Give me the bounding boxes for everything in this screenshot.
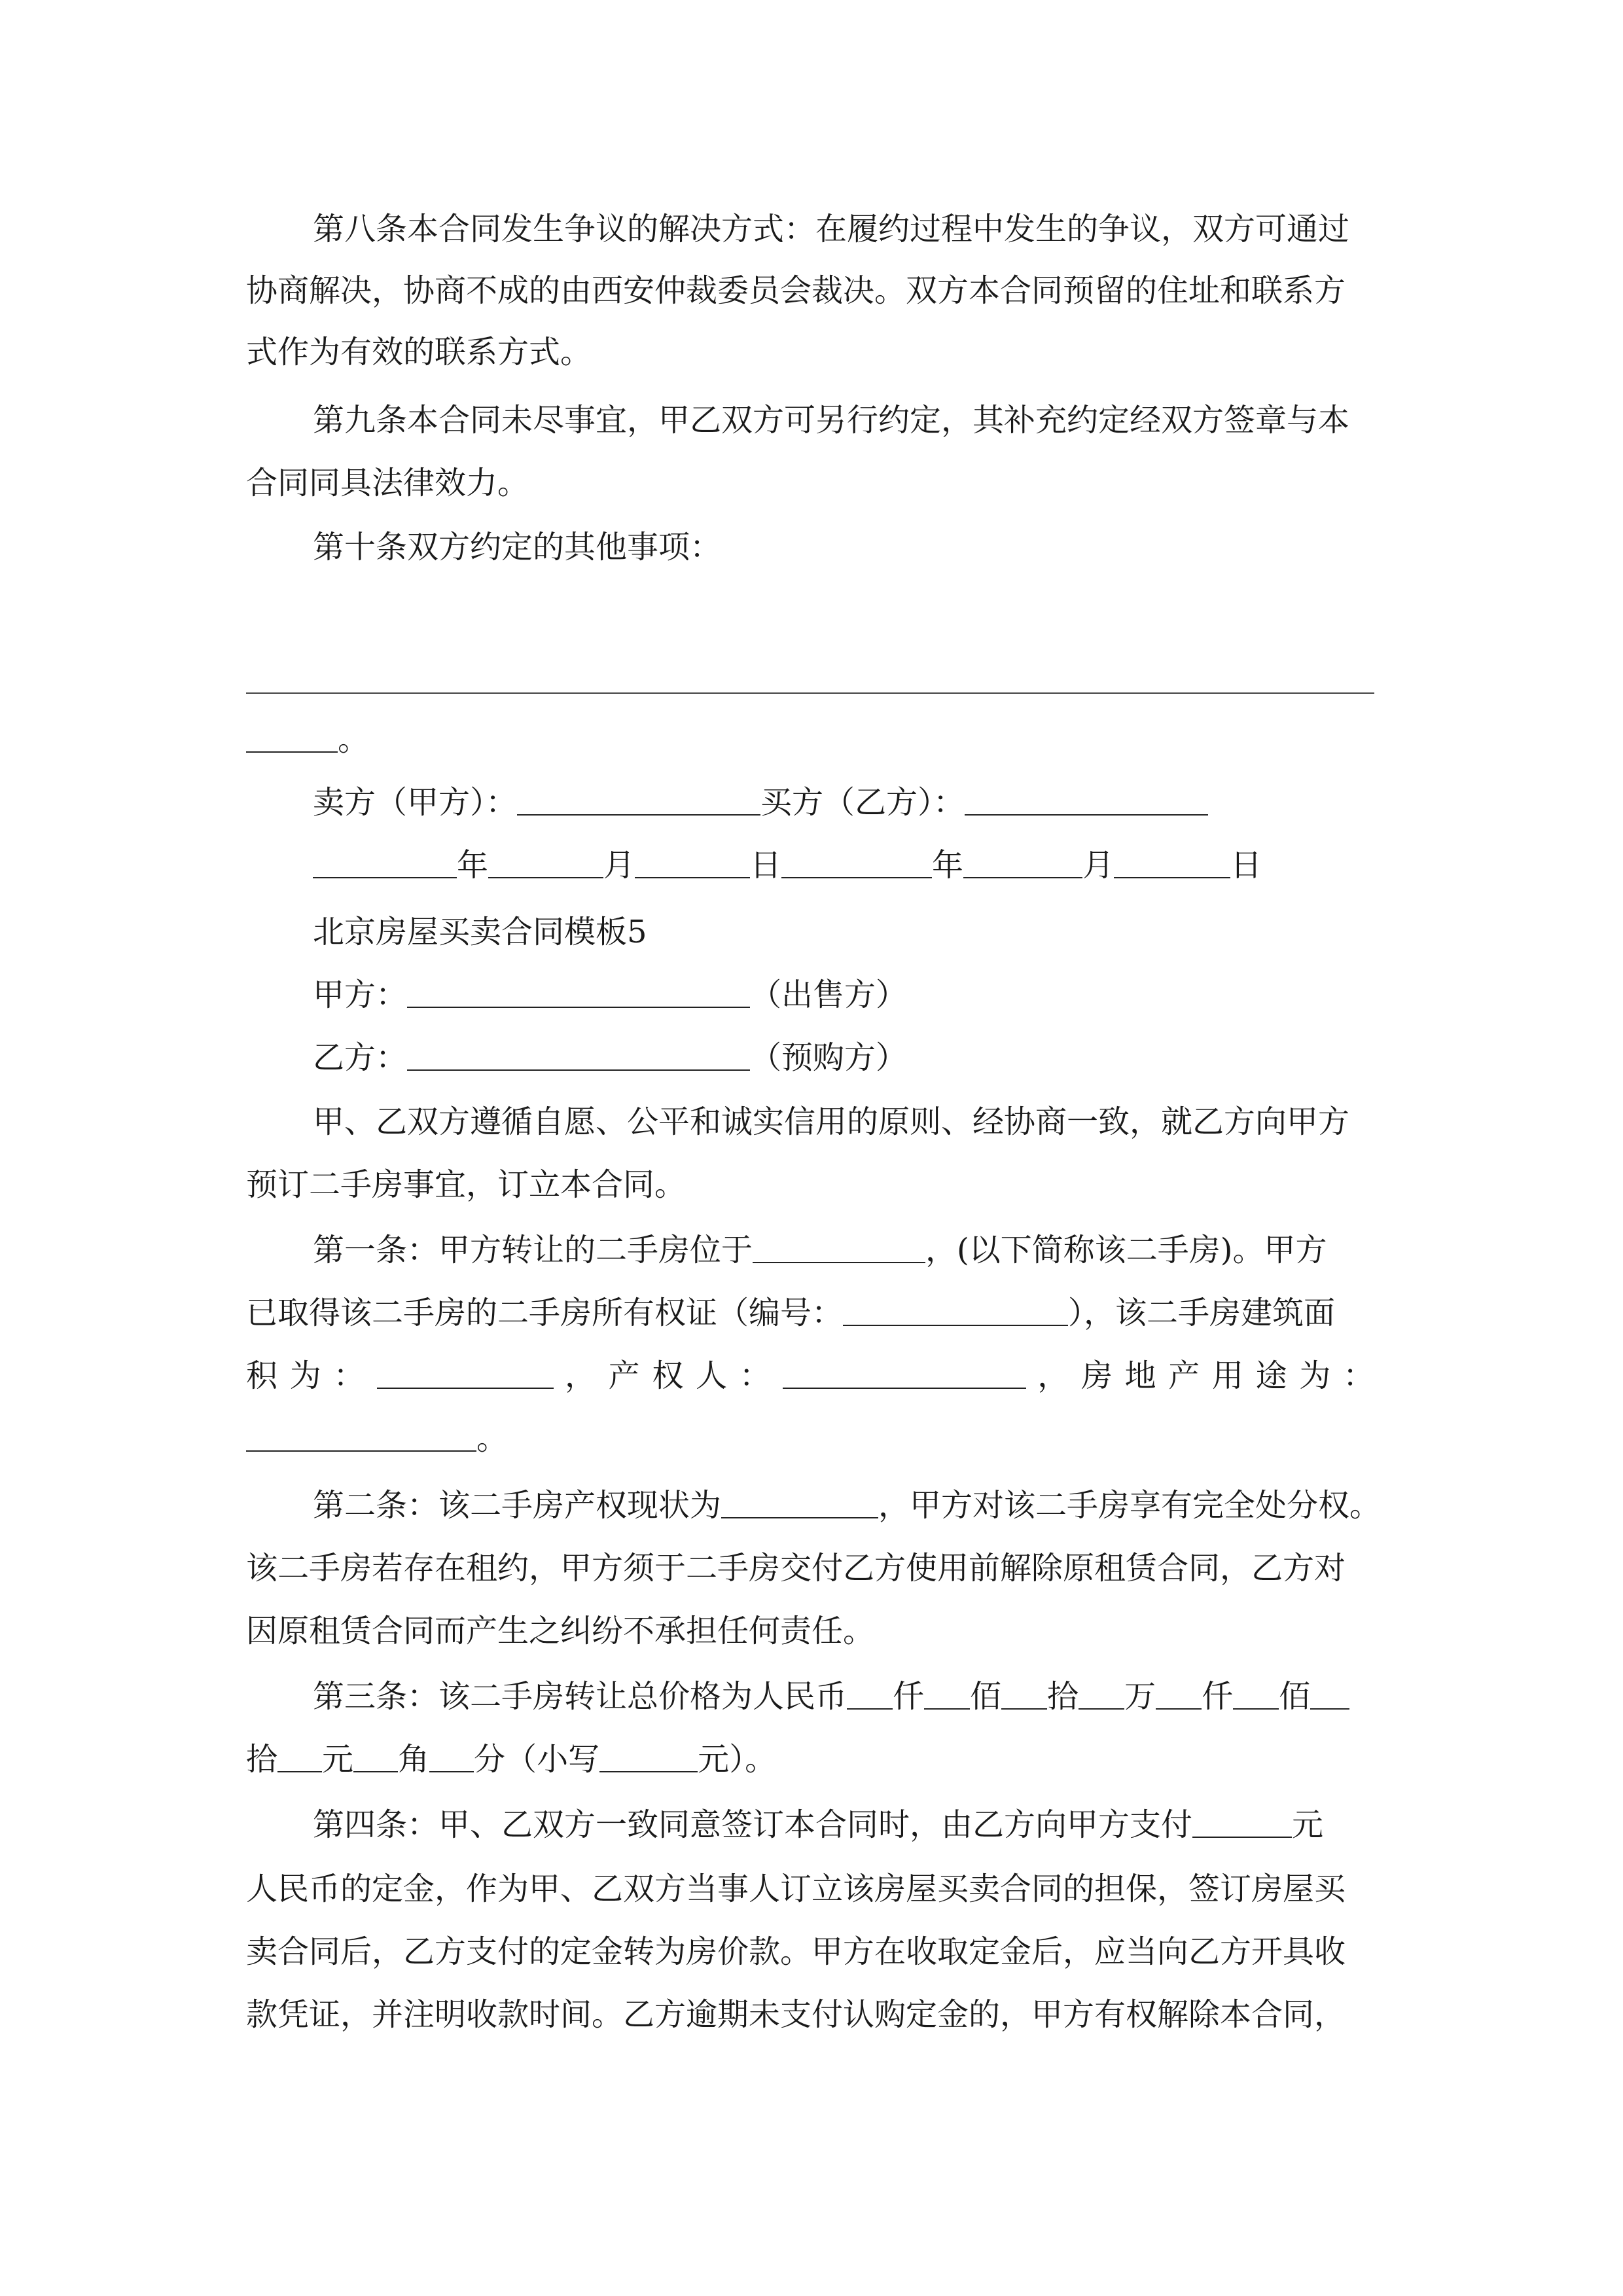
seller-month-field <box>488 848 603 878</box>
date-line: 年 月 日 年 月 日 <box>313 846 1262 885</box>
party-b-line: 乙方： （预购方） <box>313 1039 908 1076</box>
intro-line-2: 预订二手房事宜，订立本合同。 <box>246 1166 687 1203</box>
article-2-line-3: 因原租赁合同而产生之纠纷不承担任何责任。 <box>246 1613 875 1649</box>
article-4-line-1: 第四条：甲、乙双方一致同意签订本合同时，由乙方向甲方支付 元 <box>313 1806 1324 1843</box>
article-8-line-1: 第八条本合同发生争议的解决方式：在履约过程中发生的争议，双方可通过 <box>313 211 1350 247</box>
article-1-line-4: 。 <box>246 1419 508 1458</box>
article-1-line-2: 已取得该二手房的二手房所有权证（编号： ），该二手房建筑面 <box>246 1295 1336 1331</box>
seller-year-field <box>313 848 457 878</box>
article-10-heading: 第十条双方约定的其他事项： <box>313 529 722 565</box>
buyer-year-field <box>781 848 932 878</box>
signature-line <box>313 783 1208 822</box>
article-3-line-1: 第三条：该二手房转让总价格为人民币 仟 佰 拾 万 仟 佰 <box>313 1677 1349 1716</box>
article-1-line-3: 积 为 ： ， 产 权 人 ： ， 房 地 产 用 途 为 ： <box>246 1357 1374 1394</box>
seller-day-field <box>635 848 750 878</box>
party-b-field <box>407 1041 750 1071</box>
certificate-number-field <box>843 1296 1068 1326</box>
seller-label: 卖方（甲方）： <box>313 784 518 821</box>
article-10-end: 。 <box>246 720 369 759</box>
deposit-field <box>1192 1808 1292 1838</box>
buyer-label: 买方（乙方）： <box>760 784 965 821</box>
article-9-line-1: 第九条本合同未尽事宜，甲乙双方可另行约定，其补充约定经双方签章与本 <box>313 402 1350 439</box>
party-a-field <box>407 978 750 1008</box>
buyer-month-field <box>963 848 1082 878</box>
blank-field <box>246 723 338 753</box>
seller-signature-field <box>517 785 760 816</box>
article-4-line-3: 卖合同后，乙方支付的定金转为房价款。甲方在收取定金后，应当向乙方开具收 <box>246 1933 1346 1970</box>
intro-line-1: 甲、乙双方遵循自愿、公平和诚实信用的原则、经协商一致，就乙方向甲方 <box>313 1103 1350 1140</box>
article-4-line-4: 款凭证，并注明收款时间。乙方逾期未支付认购定金的，甲方有权解除本合同， <box>246 1996 1346 2033</box>
location-field <box>753 1233 925 1263</box>
template-title: 北京房屋买卖合同模板5 <box>313 914 647 950</box>
article-8-line-3: 式作为有效的联系方式。 <box>246 334 592 370</box>
buyer-day-field <box>1114 848 1230 878</box>
party-a-line: 甲方： （出售方） <box>313 977 908 1013</box>
article-2-line-2: 该二手房若存在租约，甲方须于二手房交付乙方使用前解除原租赁合同，乙方对 <box>246 1550 1346 1587</box>
article-1-line-1: 第一条：甲方转让的二手房位于 ，(以下简称该二手房)。甲方 <box>313 1232 1327 1268</box>
property-status-field <box>721 1488 878 1518</box>
article-9-line-2: 合同同具法律效力。 <box>246 465 529 501</box>
article-4-line-2: 人民币的定金，作为甲、乙双方当事人订立该房屋买卖合同的担保，签订房屋买 <box>246 1871 1346 1907</box>
article-2-line-1: 第二条：该二手房产权现状为 ，甲方对该二手房享有完全处分权。 <box>313 1487 1382 1524</box>
buyer-signature-field <box>965 785 1208 816</box>
amount-figures-field <box>599 1742 698 1772</box>
area-field <box>377 1359 554 1389</box>
usage-field <box>246 1422 476 1452</box>
blank-rule <box>246 692 1374 694</box>
article-8-line-2: 协商解决，协商不成的由西安仲裁委员会裁决。双方本合同预留的住址和联系方 <box>246 272 1346 309</box>
owner-field <box>783 1359 1026 1389</box>
article-3-line-2: 拾 元 角 分（小写 元）。 <box>246 1741 777 1778</box>
